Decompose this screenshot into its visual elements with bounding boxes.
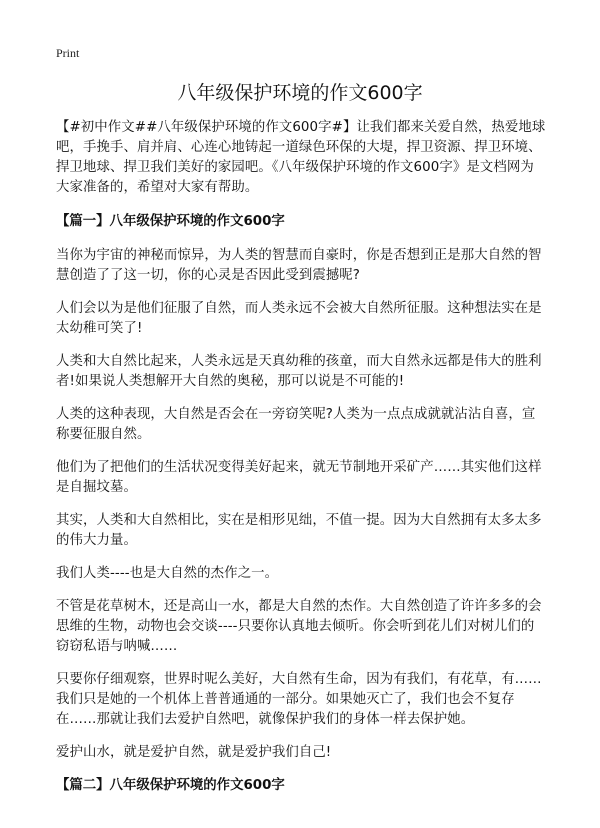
section-1-paragraph-3: 人类和大自然比起来，人类永远是天真幼稚的孩童，而大自然永远都是伟大的胜利者!如果说人类想解开大自然的奥秘，那可以说是不可能的! — [56, 354, 542, 389]
section-heading-2: 【篇二】八年级保护环境的作文600字 — [56, 778, 285, 793]
section-1-paragraph-6: 其实，人类和大自然相比，实在是相形见绌，不值一提。因为大自然拥有太多太多的伟大力量。 — [56, 513, 542, 548]
section-1-paragraph-7: 我们人类----也是大自然的杰作之一。 — [56, 566, 279, 581]
section-1-paragraph-9: 只要你仔细观察，世界时呢么美好，大自然有生命，因为有我们，有花草，有……我们只是她的一个机体上普普通通的一部分。如果她灭亡了，我们也会不复存在……那就让我们去爱护自然吧，就像保护我们的身体一样去保护她。 — [56, 672, 542, 727]
section-1-paragraph-5: 他们为了把他们的生活状况变得美好起来，就无节制地开采矿产……其实他们这样是自掘坟墓。 — [56, 460, 542, 495]
document-title: 八年级保护环境的作文600字 — [177, 82, 423, 104]
section-1-paragraph-10: 爱护山水，就是爱护自然，就是爱护我们自己! — [56, 745, 332, 760]
section-heading-1: 【篇一】八年级保护环境的作文600字 — [56, 214, 285, 229]
intro-paragraph: 【#初中作文##八年级保护环境的作文600字#】让我们都来关爱自然，热爱地球吧，手挽手、肩并肩、心连心地铸起一道绿色环保的大堤，捍卫资源、捍卫环境、捍卫地球、捍卫我们美好的家园吧。《八年级保护环境的作文600字》是文档网为大家准备的，希望对大家有帮助。 — [56, 120, 546, 195]
document-body — [56, 118, 546, 810]
print-label: Print — [56, 46, 80, 60]
section-1-paragraph-4: 人类的这种表现，大自然是否会在一旁窃笑呢?人类为一点点成就就沾沾自喜，宣称要征服自然。 — [56, 407, 536, 442]
section-1-paragraph-2: 人们会以为是他们征服了自然，而人类永远不会被大自然所征服。这种想法实在是太幼稚可笑了! — [56, 301, 542, 336]
section-1-paragraph-1: 当你为宇宙的神秘而惊异，为人类的智慧而自豪时，你是否想到正是那大自然的智慧创造了了这一切，你的心灵是否因此受到震撼呢? — [56, 248, 542, 283]
section-1-paragraph-8: 不管是花草树木，还是高山一水，都是大自然的杰作。大自然创造了许许多多的会思维的生物，动物也会交谈----只要你认真地去倾听。你会听到花儿们对树儿们的窃窃私语与呐喊…… — [56, 599, 542, 654]
